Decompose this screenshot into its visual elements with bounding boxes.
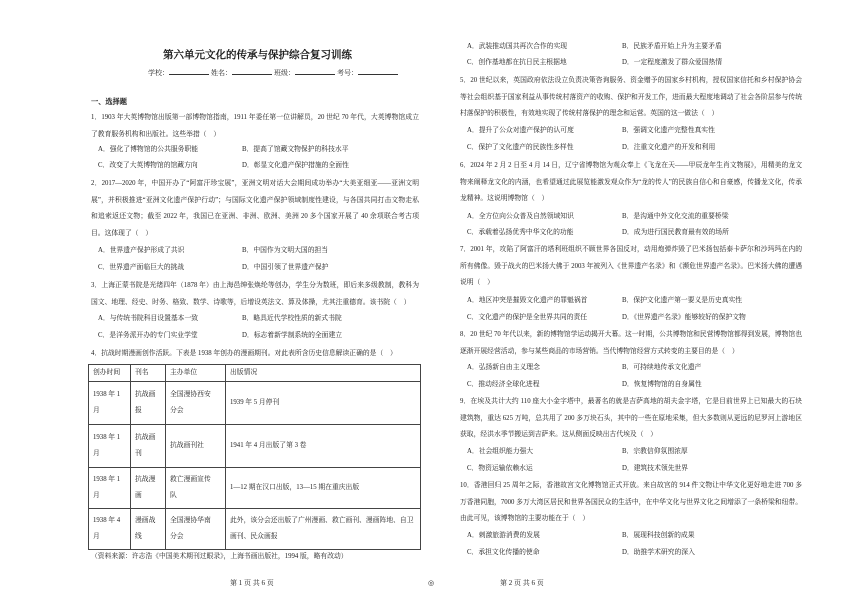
q10-option-d: D．助推学术研究的深入 [622,549,695,556]
q2-option-a: A．世界遗产保护形成了共识 [98,247,185,254]
table-row [89,468,421,509]
q3-option-c: C．是洋务派开办的专门实业学堂 [98,332,198,339]
q1-option-d: D．彰显文化遗产保护措施的全面性 [242,162,349,169]
q5-stem: 5．20 世纪以来，英国政府依法设立负责决策咨询服务、资金赠予的国家乡村机构，授权国家信托和乡村保护协会等社会组织基于国家利益从事传统村落资产的收购、保护和开发工作，进而最大程度地调动了社会各阶层参与传统村落保护的积极性，有效地实现了传统村落保护的理念和运营。英国的这一做法（ ） [460,77,802,117]
exam-number-blank [358,65,398,75]
table-cell-date: 1938 年 1 月 [89,382,131,425]
q3-option-a: A．与传统书院科目设置基本一致 [98,315,199,322]
q8-option-b: B．可持续地传承文化遗产 [622,364,702,371]
q1-stem: 1．1903 年大英博物馆出版第一部博物馆指南，1911 年委任第一位讲解员，20 世纪 70 年代，大英博物馆成立了教育服务机构和出版社。这些举措（ ） [91,114,419,138]
periodicals-table [88,364,421,550]
table-cell-status: 1941 年 4 月出版了第 3 卷 [226,425,421,468]
q7-option-d: D．《世界遗产名录》能够较好的保护文物 [622,314,746,321]
table-header: 创办时间 [89,365,131,382]
table-cell-status: 1—12 期在汉口出版，13—15 期在重庆出版 [226,468,421,509]
q5-option-d: D．注重文化遗产的开发和利用 [622,144,716,151]
table-source-note: （资料来源：许志浩《中国美术期刊过眼录》，上海书画出版社，1994 版，略有改动） [91,553,348,560]
table-header: 出版情况 [226,365,421,382]
q2-option-d: D．中国引领了世界遗产保护 [242,264,329,271]
table-cell-title: 抗战漫画 [131,468,166,509]
q10-option-a: A．刺激旅游消费的发展 [467,532,540,539]
q3-option-b: B．略具近代学校性质的新式书院 [242,315,342,322]
q9-option-b: B．宗教信仰氛围浓厚 [622,448,688,455]
footer-mark: ◎ [428,579,435,587]
table-cell-title: 抗战画报 [131,382,166,425]
q8-option-d: D．恢复博物馆的自身属性 [622,381,702,388]
q4-option-c: C．创作基地都在抗日民主根据地 [467,59,567,66]
table-cell-date: 1938 年 4 月 [89,509,131,550]
footer-page-right: 第 2 页 共 6 页 [500,579,544,587]
exam-number-label: 考号： [337,69,358,77]
q6-option-b: B．是沟通中外文化交流的重要桥梁 [622,213,729,220]
table-row [89,382,421,425]
q2-option-c: C．世界遗产面临巨大的挑战 [98,264,185,271]
q5-option-b: B．强调文化遗产完整性真实性 [622,127,715,134]
q2-stem: 2．2017—2020 年，中国开办了“阿富汗珍宝展”，亚洲文明对话大会期间成功举办“大美亚细亚——亚洲文明展”，并积极推进“亚洲文化遗产保护行动”；与国际文化遗产保护领域制度性建设，与各国共同打击文物走私和追索返还文物；截至 2022 年，我国已在亚洲、非洲、欧洲、美洲 20 多个国家开展了 40 余项联合考古项目。这体现了（ ） [91,180,419,237]
q3-stem: 3．上海正蒙书院是光绪四年（1878 年）由上海邑绅张焕纶等创办，学生分为数班，即后来多级教制，教科为国文、地理、经史、时务、格致、数学、诗歌等，后增设英法文、算及体操，尤其注重德育。该书院（ ） [91,282,419,306]
q10-stem: 10．香港回归 25 周年之际，香港故宫文化博物馆正式开放。来自故宫的 914 件文物让中华文化更好地走进 700 多万香港同胞，7000 多万大湾区居民和世界各国民众的生活中，在中华文化与世界文化之间增添了一条桥梁和纽带。由此可见，该博物馆的主要功能在于（ ） [460,482,802,522]
q10-option-b: B．展现科技创新的成果 [622,532,695,539]
q10-option-c: C．承担文化传播的使命 [467,549,540,556]
q8-option-a: A．弘扬新自由主义理念 [467,364,540,371]
table-cell-publisher: 抗战画刊社 [166,425,226,468]
q6-option-a: A．全方位向公众普及自然领域知识 [467,213,574,220]
q3-option-d: D．标志着新学制系统的全面建立 [242,332,343,339]
q4-option-a: A．武装推动国共再次合作的实现 [467,43,568,50]
q9-stem: 9．在埃及共计大约 110 座大小金字塔中，最著名的就是吉萨高地的胡夫金字塔，它是目前世界上已知最大的石块建筑物，重达 625 万吨，总共用了 200 多万块石头，其中的一些在原地采集，但大多数则从更远的尼罗河上游地区获取，经洪水季节搬运到吉萨来。这从侧面反映出古代埃及（ ） [460,398,802,438]
table-row [89,509,421,550]
name-blank [232,65,272,75]
q7-option-c: C．文化遗产的保护是全世界共同的责任 [467,314,588,321]
q9-option-d: D．建筑技术领先世界 [622,465,689,472]
q7-option-a: A．地区冲突是摧毁文化遗产的罪魁祸首 [467,297,588,304]
table-cell-title: 漫画战线 [131,509,166,550]
table-header: 主办单位 [166,365,226,382]
footer-page-left: 第 1 页 共 6 页 [230,579,274,587]
q1-option-c: C．改变了大英博物馆的馆藏方向 [98,162,198,169]
class-label: 班级： [274,69,295,77]
q5-option-a: A．提升了公众对遗产保护的认可度 [467,127,574,134]
q2-option-b: B．中国作为文明大国的担当 [242,247,329,254]
q6-option-c: C．承载着弘扬优秀中华文化的功能 [467,229,574,236]
q4-option-d: D．一定程度激发了群众爱国热情 [622,59,723,66]
table-cell-title: 抗战画刊 [131,425,166,468]
school-blank [169,65,209,75]
q7-stem: 7．2001 年，攻陷了阿富汗的塔利班组织不顾世界各国反对，动用炮弹炸毁了巴米扬包括泰卡萨尔和沙玛玛在内的所有佛像。毁于战火的巴米扬大佛于 2003 年被列入《世界遗产名录》和《濒危世界遗产名录》。巴米扬大佛的遭遇说明（ ） [460,246,802,286]
section-heading: 一、选择题 [91,98,127,106]
school-label: 学校： [148,69,169,77]
table-cell-status: 1939 年 5 月停刊 [226,382,421,425]
name-label: 姓名： [211,69,232,77]
q1-option-b: B．提高了馆藏文物保护的科技水平 [242,146,349,153]
table-cell-status: 此外，该分会还出版了广州漫画、救亡画刊、漫画阵地、自卫画刊、民众画报 [226,509,421,550]
q9-option-a: A．社会组织能力强大 [467,448,534,455]
q8-stem: 8．20 世纪 70 年代以来，新的博物馆学运动揭开大幕。这一时期，公共博物馆和民营博物馆都得到发展，博物馆也逐渐开展经营活动，参与某些商品的市场营销。当代博物馆经营方式转变的主要目的是（ ） [460,331,802,355]
table-header-row [89,365,421,382]
q7-option-b: B．保护文化遗产第一要义是历史真实性 [622,297,743,304]
table-cell-publisher: 救亡漫画宣传队 [166,468,226,509]
table-cell-publisher: 全国漫协华南分会 [166,509,226,550]
table-header: 刊名 [131,365,166,382]
q8-option-c: C．推动经济全球化进程 [467,381,540,388]
table-cell-publisher: 全国漫协西安分会 [166,382,226,425]
student-info-line [148,65,400,80]
q4-stem: 4．抗战时期漫画创作活跃。下表是 1938 年创办的漫画期刊。对此表所含历史信息解读正确的是（ ） [91,350,397,357]
q4-option-b: B．民族矛盾开始上升为主要矛盾 [622,43,722,50]
q6-stem: 6．2024 年 2 月 2 日至 4 月 14 日，辽宁省博物馆为观众奉上《飞龙在天——甲辰龙年生肖文物展》，用精美的龙文物来阐释龙文化的内涵，也希望通过此展览能激发观众作为“龙的传人”的民族自信心和自豪感，传播龙文化，传承龙精神。这说明博物馆（ ） [460,162,802,202]
table-cell-date: 1938 年 1 月 [89,468,131,509]
class-blank [295,65,335,75]
q6-option-d: D．成为进行国民教育最有效的场所 [622,229,729,236]
table-row [89,425,421,468]
q1-option-a: A．强化了博物馆的公共服务职能 [98,146,199,153]
exam-title: 第六单元文化的传承与保护综合复习训练 [163,50,352,61]
q5-option-c: C．保护了文化遗产的民族性多样性 [467,144,574,151]
table-cell-date: 1938 年 1 月 [89,425,131,468]
q9-option-c: C．物资运输依赖水运 [467,465,533,472]
